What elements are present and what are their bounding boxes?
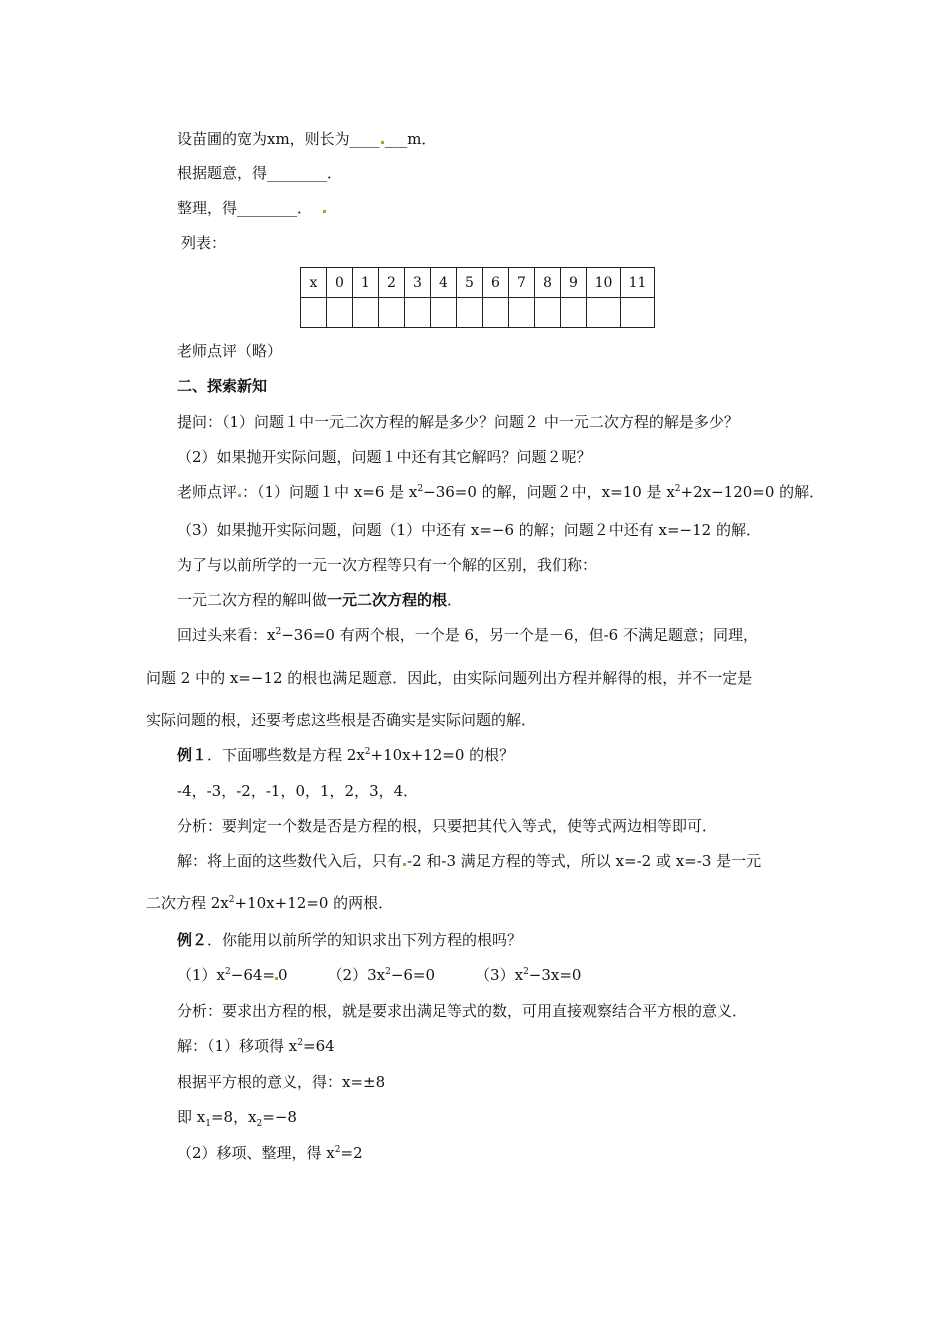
marker-dot <box>238 494 241 497</box>
text: −3x=0 <box>528 966 582 984</box>
subscript: 2 <box>256 1119 263 1129</box>
text: （1）x <box>177 966 226 984</box>
text: 解：（1）移项得 x <box>177 1037 298 1055</box>
superscript: 2 <box>297 1038 304 1048</box>
line-equations <box>177 965 581 985</box>
text: ．你能用以前所学的知识求出下列方程的根吗？ <box>207 931 523 949</box>
text: 整理，得________． <box>177 199 313 217</box>
table-cell: 3 <box>405 268 431 298</box>
table-cell <box>509 298 535 328</box>
text: =−8 <box>262 1108 297 1126</box>
line-teacher-comment: 老师点评（略） <box>177 342 283 360</box>
table-cell <box>535 298 561 328</box>
superscript: 2 <box>674 484 681 494</box>
example-label: 例１ <box>177 746 208 764</box>
table-cell: 8 <box>535 268 561 298</box>
superscript: 2 <box>364 747 371 757</box>
superscript: 2 <box>228 895 235 905</box>
line-analysis-1: 分析：要判定一个数是否是方程的根，只要把其代入等式，使等式两边相等即可． <box>177 817 718 835</box>
table-row-values <box>301 298 655 328</box>
text: ． <box>447 591 463 609</box>
line-paragraph-1: 为了与以前所学的一元一次方程等只有一个解的区别，我们称： <box>177 556 598 574</box>
marker-dot <box>403 863 406 866</box>
marker-dot <box>381 141 384 144</box>
text: 0 <box>277 966 288 984</box>
line-by-meaning: 根据题意，得________． <box>177 164 343 182</box>
line-comment-2: （3）如果抛开实际问题，问题（1）中还有 x=−6 的解；问题２中还有 x=−12 的解． <box>177 521 761 539</box>
superscript: 2 <box>385 967 391 977</box>
table-cell <box>431 298 457 328</box>
table-cell <box>405 298 431 328</box>
table-cell <box>301 298 327 328</box>
superscript: 2 <box>334 1145 341 1155</box>
text: 即 x <box>177 1108 206 1126</box>
line-arrange <box>177 198 327 218</box>
table-cell: 4 <box>431 268 457 298</box>
table-cell: 0 <box>327 268 353 298</box>
superscript: 2 <box>275 627 282 637</box>
text: 老师点评 <box>177 483 238 501</box>
line-garden-width <box>177 129 436 149</box>
table-cell <box>327 298 353 328</box>
text: 二次方程 2x <box>146 894 229 912</box>
table-cell: x <box>301 268 327 298</box>
line-solution-1 <box>177 851 761 871</box>
table-cell <box>621 298 655 328</box>
table-cell: 9 <box>561 268 587 298</box>
text: −64= <box>230 966 275 984</box>
text: −6=0 <box>390 966 436 984</box>
line-numbers: -4，-3，-2，-1，0，1，2，3，4． <box>177 782 419 800</box>
text: =2 <box>340 1144 363 1162</box>
superscript: 2 <box>417 484 424 494</box>
example-label: 例２ <box>177 931 208 949</box>
superscript: 2 <box>523 967 529 977</box>
line-review-3: 实际问题的根，还要考虑这些根是否确实是实际问题的解． <box>146 711 537 729</box>
table-cell <box>483 298 509 328</box>
text: +10x+12=0 的两根． <box>234 894 394 912</box>
text: 解：将上面的这些数代入后，只有 <box>177 852 403 870</box>
line-review-1 <box>177 625 758 645</box>
table-cell <box>457 298 483 328</box>
text: 回过头来看：x <box>177 626 276 644</box>
line-example-2 <box>177 930 522 950</box>
subscript: 1 <box>205 1119 211 1129</box>
definition-term: 一元二次方程的根 <box>327 591 448 609</box>
table-cell: 5 <box>457 268 483 298</box>
line-solution-1-cont <box>146 893 393 913</box>
text: （2）3x <box>327 966 386 984</box>
line-question-2: （2）如果抛开实际问题，问题１中还有其它解吗？问题２呢？ <box>177 448 592 466</box>
value-table <box>300 267 655 328</box>
text: +2x−120=0 的解． <box>680 483 825 501</box>
text: =64 <box>303 1037 335 1055</box>
table-cell: 7 <box>509 268 535 298</box>
text: ：（1）问题１中 x=6 是 x <box>242 483 418 501</box>
table-cell <box>379 298 405 328</box>
table-row-header <box>301 268 655 298</box>
line-solution-2 <box>177 1036 335 1056</box>
table-cell: 6 <box>483 268 509 298</box>
text: （3）x <box>475 966 524 984</box>
line-question-1: 提问：（1）问题１中一元二次方程的解是多少？问题２ 中一元二次方程的解是多少？ <box>177 413 739 431</box>
text: -2 和-3 满足方程的等式，所以 x=-2 或 x=-3 是一元 <box>407 852 762 870</box>
line-roots <box>177 1107 297 1127</box>
line-example-1 <box>177 745 514 765</box>
line-definition <box>177 590 462 610</box>
section-heading: 二、探索新知 <box>177 377 268 395</box>
line-solution-3 <box>177 1143 363 1163</box>
table-cell: 11 <box>621 268 655 298</box>
superscript: 2 <box>225 967 231 977</box>
text: =8，x <box>210 1108 257 1126</box>
marker-dot <box>323 210 326 213</box>
text: 一元二次方程的解叫做 <box>177 591 328 609</box>
text: +10x+12=0 的根？ <box>370 746 515 764</box>
text: −36=0 的解，问题２中，x=10 是 x <box>423 483 675 501</box>
line-review-2: 问题 2 中的 x=−12 的根也满足题意．因此，由实际问题列出方程并解得的根，并不一定是 <box>146 669 753 687</box>
line-comment-1 <box>177 482 824 502</box>
text: （2）移项、整理，得 x <box>177 1144 335 1162</box>
table-cell: 1 <box>353 268 379 298</box>
line-list-table: 列表： <box>181 234 227 252</box>
line-square-root: 根据平方根的意义，得：x=±8 <box>177 1073 386 1091</box>
table-cell <box>561 298 587 328</box>
line-analysis-2: 分析：要求出方程的根，就是要求出满足等式的数，可用直接观察结合平方根的意义． <box>177 1002 748 1020</box>
table-cell <box>353 298 379 328</box>
table-cell: 10 <box>587 268 621 298</box>
text: −36=0 有两个根，一个是 6，另一个是－6，但-6 不满足题意；同理， <box>281 626 758 644</box>
text: ．下面哪些数是方程 2x <box>207 746 365 764</box>
table-cell <box>587 298 621 328</box>
text: 设苗圃的宽为xm，则长为____ <box>177 130 380 148</box>
table-cell: 2 <box>379 268 405 298</box>
text: ___m． <box>384 130 437 148</box>
